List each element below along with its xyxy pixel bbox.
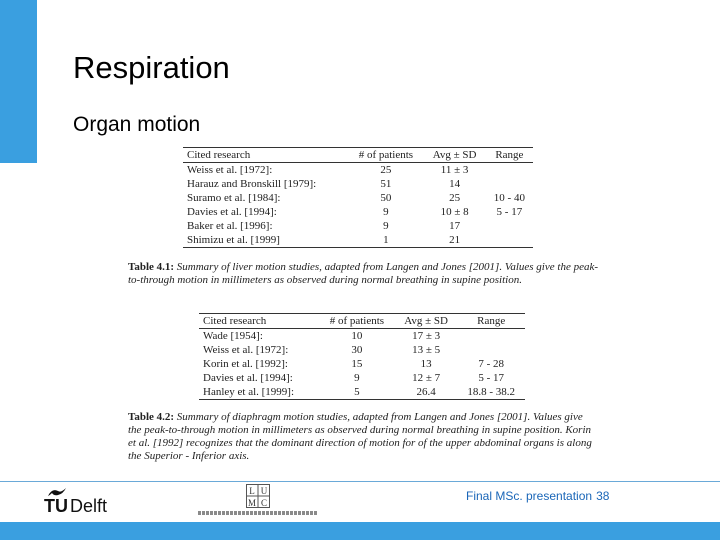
table-cell: 13 bbox=[420, 358, 432, 370]
table-cell bbox=[486, 233, 533, 248]
footer-bar bbox=[0, 522, 720, 540]
table-cell: 10 - 40 bbox=[493, 192, 525, 204]
table-cell: Davies et al. [1994]: bbox=[187, 206, 277, 218]
column-header: Range bbox=[457, 314, 525, 329]
column-header: # of patients bbox=[348, 148, 423, 163]
caption-text: Summary of liver motion studies, adapted from Langen and Jones [2001]. Values give the peak-to-through motion in millimeters as observed during normal breathing in supine position. bbox=[128, 261, 598, 286]
table-row bbox=[183, 219, 533, 233]
caption-label: Table 4.1: bbox=[128, 261, 175, 273]
column-header: Avg ± SD bbox=[423, 148, 485, 163]
table-cell: Korin et al. [1992]: bbox=[203, 358, 288, 370]
footer-label bbox=[466, 489, 613, 503]
accent-bar bbox=[0, 0, 37, 163]
table-row bbox=[199, 371, 525, 385]
svg-text:U: U bbox=[260, 486, 268, 496]
table-row bbox=[199, 329, 525, 344]
table-row bbox=[183, 233, 533, 248]
table-row bbox=[199, 343, 525, 357]
presentation-name: Final MSc. presentation bbox=[466, 489, 593, 503]
caption-label: Table 4.2: bbox=[128, 411, 175, 423]
table-cell: 9 bbox=[354, 372, 360, 384]
table-caption bbox=[128, 411, 598, 463]
table-cell: Weiss et al. [1972]: bbox=[203, 344, 289, 356]
table-row bbox=[183, 177, 533, 191]
slide-subtitle: Organ motion bbox=[73, 113, 201, 136]
table-cell: 11 ± 3 bbox=[440, 164, 469, 176]
table-cell: 5 bbox=[319, 385, 395, 400]
column-header: Avg ± SD bbox=[395, 314, 458, 329]
table-row bbox=[183, 163, 533, 178]
table-cell: 10 ± 8 bbox=[440, 206, 469, 218]
footer-divider bbox=[0, 481, 720, 482]
table-cell: Hanley et al. [1999]: bbox=[199, 385, 319, 400]
table-cell: 15 bbox=[351, 358, 363, 370]
lumc-emblem-icon bbox=[246, 484, 270, 508]
diaphragm-motion-table bbox=[199, 313, 525, 400]
table-cell: Shimizu et al. [1999] bbox=[183, 233, 348, 248]
table-cell: 26.4 bbox=[395, 385, 458, 400]
table-row bbox=[183, 191, 533, 205]
table-cell: 17 bbox=[449, 220, 461, 232]
table-cell bbox=[486, 219, 533, 233]
table-cell: Suramo et al. [1984]: bbox=[187, 192, 281, 204]
table-cell: 18.8 - 38.2 bbox=[457, 385, 525, 400]
table-cell: 25 bbox=[380, 164, 392, 176]
column-header: Cited research bbox=[183, 148, 348, 163]
column-header: Range bbox=[486, 148, 533, 163]
liver-motion-table bbox=[183, 147, 533, 248]
table-cell: 1 bbox=[348, 233, 423, 248]
table-cell: 25 bbox=[449, 192, 461, 204]
tu-delft-logo bbox=[44, 487, 164, 517]
table-cell: Harauz and Bronskill [1979]: bbox=[187, 178, 317, 190]
table-cell: 9 bbox=[383, 206, 389, 218]
page-number: 38 bbox=[596, 489, 610, 503]
table-cell: Davies et al. [1994]: bbox=[203, 372, 293, 384]
table-cell: 50 bbox=[380, 192, 392, 204]
table-cell: 13 ± 5 bbox=[412, 344, 441, 356]
logo-tu-text: TU bbox=[44, 496, 68, 516]
column-header: Cited research bbox=[199, 314, 319, 329]
slide-title: Respiration bbox=[73, 50, 230, 85]
table-cell: 12 ± 7 bbox=[412, 372, 441, 384]
table-cell: 14 bbox=[449, 178, 461, 190]
logo-delft-text: Delft bbox=[70, 496, 108, 516]
table-row bbox=[183, 205, 533, 219]
caption-text: Summary of diaphragm motion studies, adapted from Langen and Jones [2001]. Values give the peak-to-through motion in millimeters as observed during normal breathing in supine position. Korin et al. [1992] recognizes that the dominant direction of motion for of the upper abdominal organs is along the Superior - Inferior axis. bbox=[128, 411, 592, 462]
table-cell bbox=[457, 329, 525, 344]
table-cell: Wade [1954]: bbox=[203, 330, 263, 342]
table-header-row bbox=[199, 314, 525, 329]
svg-text:M: M bbox=[247, 498, 257, 508]
table-cell: 5 - 17 bbox=[496, 206, 523, 218]
svg-text:C: C bbox=[260, 498, 268, 508]
table-cell: 30 bbox=[351, 344, 363, 356]
table-cell: 9 bbox=[383, 220, 389, 232]
table-cell: Baker et al. [1996]: bbox=[187, 220, 273, 232]
table-cell: 51 bbox=[380, 178, 392, 190]
table-cell: 7 - 28 bbox=[478, 358, 505, 370]
table-cell: 5 - 17 bbox=[478, 372, 505, 384]
table-cell bbox=[486, 163, 533, 178]
table-row bbox=[199, 385, 525, 400]
table-cell: 17 ± 3 bbox=[412, 330, 441, 342]
lumc-subtitle-strip bbox=[198, 511, 318, 515]
column-header: # of patients bbox=[319, 314, 395, 329]
table-cell: 21 bbox=[423, 233, 485, 248]
table-caption bbox=[128, 261, 598, 287]
table-row bbox=[199, 357, 525, 371]
lumc-logo bbox=[198, 484, 318, 518]
table-cell bbox=[457, 343, 525, 357]
svg-text:L: L bbox=[249, 486, 255, 496]
table-header-row bbox=[183, 148, 533, 163]
table-cell: Weiss et al. [1972]: bbox=[187, 164, 273, 176]
table-cell bbox=[486, 177, 533, 191]
table-cell: 10 bbox=[351, 330, 363, 342]
